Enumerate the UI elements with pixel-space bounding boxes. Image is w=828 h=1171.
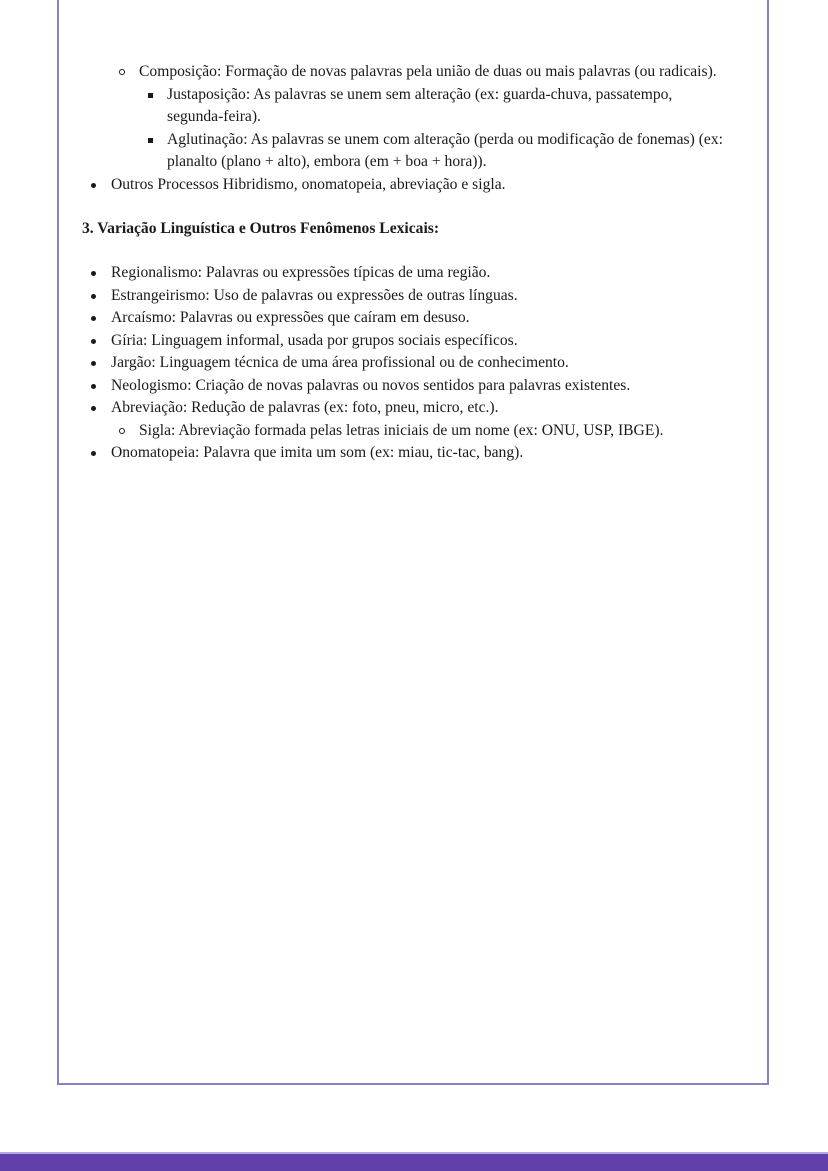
list-item-text: Outros Processos Hibridismo, onomatopeia, abreviação e sigla.	[111, 175, 506, 193]
section3-list	[82, 262, 732, 465]
list-item-onomatopeia	[82, 442, 732, 465]
list-item-text: Sigla: Abreviação formada pelas letras iniciais de um nome (ex: ONU, USP, IBGE).	[139, 421, 664, 439]
sublist-abreviacao	[111, 420, 732, 443]
list-item-aglutinacao	[139, 129, 732, 174]
list-item-abreviacao	[82, 397, 732, 442]
list-item-neologismo	[82, 375, 732, 398]
list-item-text: Abreviação: Redução de palavras (ex: foto, pneu, micro, etc.).	[111, 399, 499, 416]
disc-bullet-icon	[91, 361, 96, 366]
list-item-giria	[82, 330, 732, 353]
list-item-text: Onomatopeia: Palavra que imita um som (ex: miau, tic-tac, bang).	[111, 444, 524, 461]
document-body	[82, 61, 732, 465]
disc-bullet-icon	[91, 384, 96, 389]
square-bullet-icon	[148, 93, 153, 98]
disc-bullet-icon	[91, 406, 96, 411]
list-item-text: Regionalismo: Palavras ou expressões típicas de uma região.	[111, 264, 491, 281]
disc-bullet-icon	[91, 271, 96, 276]
square-bullet-icon	[148, 138, 153, 143]
disc-bullet-icon	[91, 294, 96, 299]
list-item-outros-processos	[82, 174, 732, 197]
list-item-text: Justaposição: As palavras se unem sem alteração (ex: guarda-chuva, passatempo, segunda-feira).	[167, 85, 673, 125]
list-item-text: Composição: Formação de novas palavras pela união de duas ou mais palavras (ou radicais).	[139, 63, 717, 80]
list-item-text: Neologismo: Criação de novas palavras ou novos sentidos para palavras existentes.	[111, 376, 631, 394]
list-item-sigla	[111, 420, 732, 443]
footer-bar	[0, 1152, 828, 1171]
list-item-regionalismo	[82, 262, 732, 285]
list-item-estrangeirismo	[82, 285, 732, 308]
list-item-text: Estrangeirismo: Uso de palavras ou expressões de outras línguas.	[111, 286, 518, 304]
list-item-arcaismo	[82, 307, 732, 330]
sublist-formation	[111, 61, 732, 174]
continued-list	[82, 61, 732, 196]
disc-bullet-icon	[91, 183, 96, 188]
list-item-composicao	[111, 61, 732, 174]
list-item-jargao	[82, 352, 732, 375]
list-item-text: Gíria: Linguagem informal, usada por grupos sociais específicos.	[111, 331, 518, 349]
disc-bullet-icon	[91, 316, 96, 321]
list-item-text: Jargão: Linguagem técnica de uma área profissional ou de conhecimento.	[111, 354, 569, 371]
disc-bullet-icon	[91, 451, 96, 456]
hollow-circle-bullet-icon	[119, 428, 125, 434]
hollow-circle-bullet-icon	[119, 69, 125, 75]
list-item-continued-parent	[82, 61, 732, 174]
sublist-composicao	[139, 84, 732, 174]
disc-bullet-icon	[91, 339, 96, 344]
list-item-text: Aglutinação: As palavras se unem com alteração (perda ou modificação de fonemas) (ex: planalto (plano + alto), embora (em + boa + hora)).	[167, 130, 723, 170]
list-item-text: Arcaísmo: Palavras ou expressões que caíram em desuso.	[111, 309, 470, 326]
list-item-justaposicao	[139, 84, 732, 129]
section-heading: 3. Variação Linguística e Outros Fenômenos Lexicais:	[82, 220, 440, 237]
